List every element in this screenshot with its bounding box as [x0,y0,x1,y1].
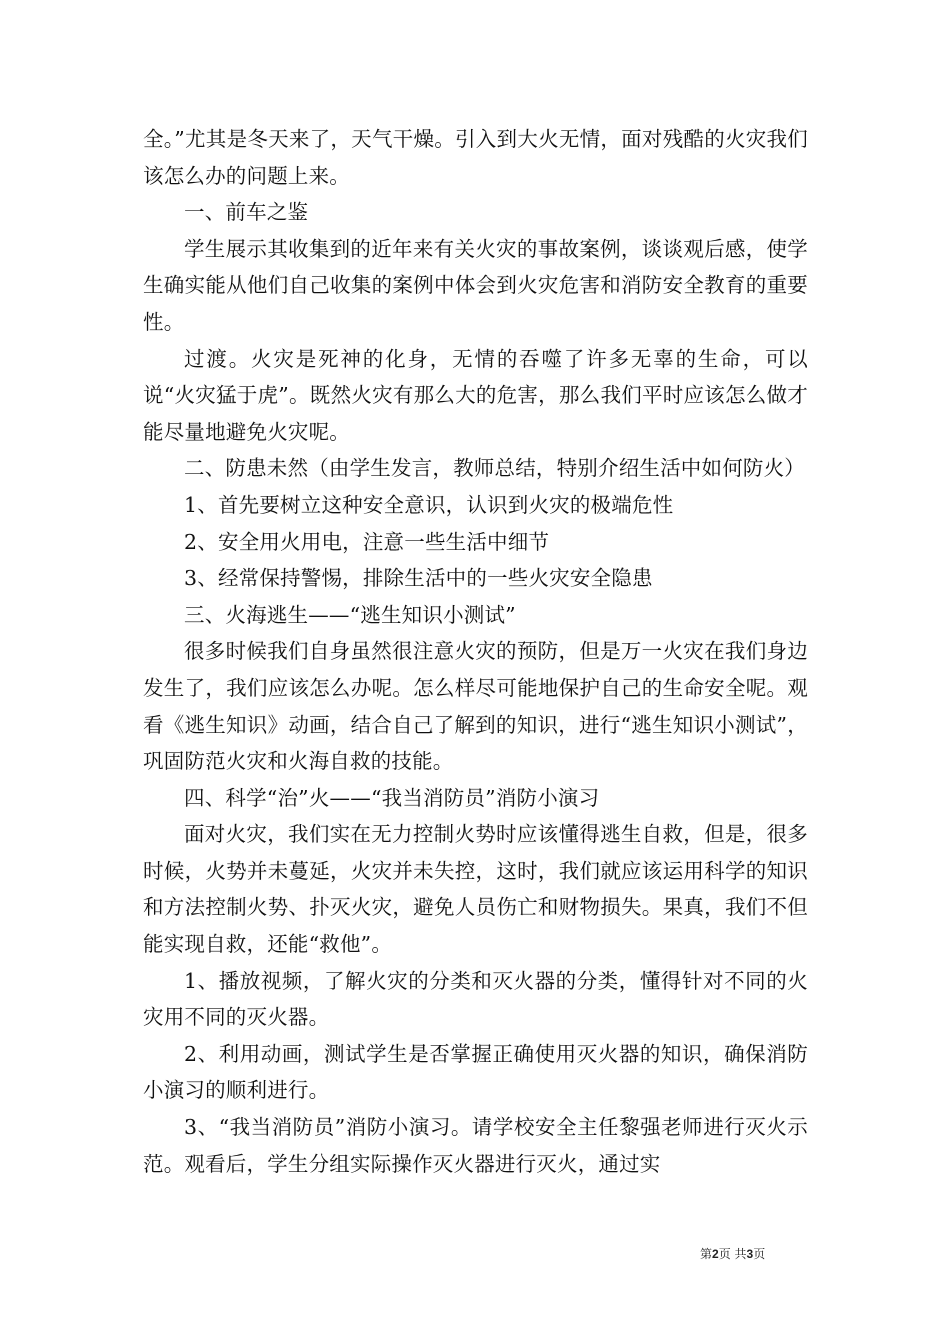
footer-prefix: 第 [700,1247,713,1261]
paragraph: 很多时候我们自身虽然很注意火灾的预防，但是万一火灾在我们身边发生了，我们应该怎么办呢。怎么样尽可能地保护自己的生命安全呢。观看《逃生知识》动画，结合自己了解到的知识，进行“逃生知识小测试”，巩固防范火灾和火海自救的技能。 [143,639,808,774]
footer-suffix: 页 [753,1247,766,1261]
paragraph: 学生展示其收集到的近年来有关火灾的事故案例，谈谈观后感，使学生确实能从他们自己收集的案例中体会到火灾危害和消防安全教育的重要性。 [143,236,808,334]
page-number-footer [700,1246,810,1262]
list-item: 1、首先要树立这种安全意识，认识到火灾的极端危性 [184,492,674,517]
footer-middle: 页 共 [718,1247,747,1261]
list-item: 3、经常保持警惕，排除生活中的一些火灾安全隐患 [184,566,653,591]
footer-total-pages: 3 [746,1247,754,1261]
paragraph: 面对火灾，我们实在无力控制火势时应该懂得逃生自救，但是，很多时候，火势并未蔓延，火灾并未失控，这时，我们就应该运用科学的知识和方法控制火势、扑灭火灾，避免人员伤亡和财物损失。果真，我们不但能实现自救，还能“救他”。 [143,822,808,957]
document-body [143,121,808,1182]
section-heading-1: 一、前车之鉴 [184,200,309,225]
list-item: 1、播放视频，了解火灾的分类和灭火器的分类，懂得针对不同的火灾用不同的灭火器。 [143,968,808,1030]
paragraph: 过渡。火灾是死神的化身，无情的吞噬了许多无辜的生命，可以说“火灾猛于虎”。既然火灾有那么大的危害，那么我们平时应该怎么做才能尽量地避免火灾呢。 [143,346,808,444]
footer-current-page: 2 [712,1247,719,1261]
section-heading-4: 四、科学“治”火——“我当消防员”消防小演习 [184,785,600,810]
section-heading-3: 三、火海逃生——“逃生知识小测试” [184,602,516,627]
list-item: 2、安全用火用电，注意一些生活中细节 [184,529,550,554]
paragraph-continuation: 全。”尤其是冬天来了，天气干燥。引入到大火无情，面对残酷的火灾我们该怎么办的问题上来。 [143,127,808,188]
section-heading-2: 二、防患未然（由学生发言，教师总结，特别介绍生活中如何防火） [184,456,805,481]
list-item: 3、“我当消防员”消防小演习。请学校安全主任黎强老师进行灭火示范。观看后，学生分组实际操作灭火器进行灭火，通过实 [143,1115,808,1176]
list-item: 2、利用动画，测试学生是否掌握正确使用灭火器的知识，确保消防小演习的顺利进行。 [143,1041,808,1103]
